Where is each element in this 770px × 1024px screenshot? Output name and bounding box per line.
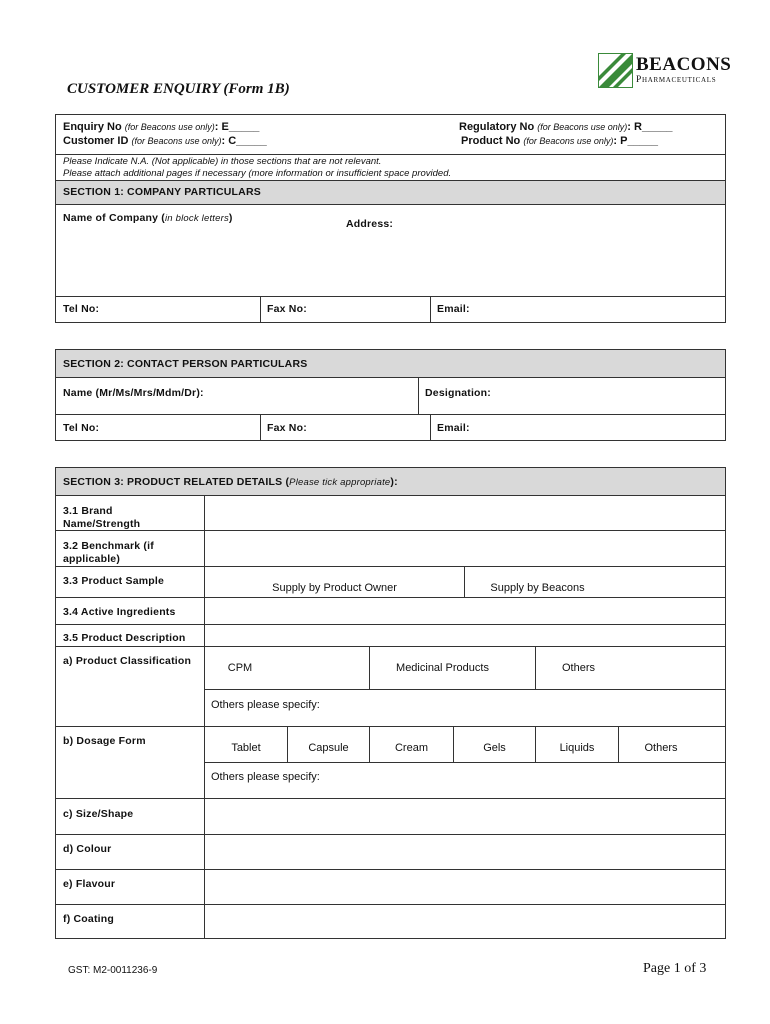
brand-label: 3.1 Brand Name/Strength [63,505,141,530]
size-shape-input[interactable] [205,799,725,834]
sample-option-beacons[interactable]: Supply by Beacons [490,582,585,594]
customer-id-field: Customer ID (for Beacons use only): C_____ [63,135,267,147]
designation-label: Designation: [425,387,491,399]
dosage-option-liquids[interactable]: Liquids [559,742,595,754]
dosage-option-cream[interactable]: Cream [394,742,428,754]
section2-title: SECTION 2: CONTACT PERSON PARTICULARS [63,358,308,370]
colour-input[interactable] [205,835,725,869]
dosage-form-label: b) Dosage Form [63,735,146,747]
brand-input[interactable] [205,496,725,530]
classification-others-specify[interactable]: Others please specify: [211,699,320,711]
active-ingredients-label: 3.4 Active Ingredients [63,606,176,618]
instruction-na: Please Indicate N.A. (Not applicable) in those sections that are not relevant. [63,156,382,167]
colour-label: d) Colour [63,843,112,855]
classification-option-others[interactable]: Others [561,662,595,674]
logo-subtitle: Pharmaceuticals [636,75,717,85]
product-description-label: 3.5 Product Description [63,632,186,644]
address-label: Address: [346,218,394,230]
benchmark-label: 3.2 Benchmark (if applicable) [63,540,154,565]
page-number: Page 1 of 3 [643,961,707,976]
dosage-others-specify[interactable]: Others please specify: [211,771,320,783]
dosage-option-others[interactable]: Others [644,742,678,754]
product-description-input[interactable] [205,625,725,646]
section3-title: SECTION 3: PRODUCT RELATED DETAILS (Please tick appropriate): [63,476,398,488]
s2-fax-label: Fax No: [267,422,307,434]
regulatory-no-field: Regulatory No (for Beacons use only): R_____ [459,121,673,133]
benchmark-input[interactable] [205,531,725,566]
dosage-option-capsule[interactable]: Capsule [308,742,349,754]
dosage-option-gels[interactable]: Gels [483,742,506,754]
coating-input[interactable] [205,905,725,939]
logo-name: BEACONS [636,54,732,75]
instruction-attach: Please attach additional pages if necessary (more information or insufficient space provided. [63,168,452,179]
beacons-logo-icon [598,53,633,88]
gst-number: GST: M2-0011236-9 [68,965,158,976]
sample-option-owner[interactable]: Supply by Product Owner [272,582,397,594]
classification-option-medicinal[interactable]: Medicinal Products [396,662,489,674]
dosage-option-tablet[interactable]: Tablet [231,742,261,754]
section1-title: SECTION 1: COMPANY PARTICULARS [63,186,261,198]
s1-email-label: Email: [437,303,470,315]
product-sample-label: 3.3 Product Sample [63,575,165,587]
flavour-input[interactable] [205,870,725,904]
active-ingredients-input[interactable] [205,598,725,624]
company-address-input-area[interactable] [56,204,725,296]
size-shape-label: c) Size/Shape [63,808,134,820]
contact-name-label: Name (Mr/Ms/Mrs/Mdm/Dr): [63,387,204,399]
s2-tel-label: Tel No: [63,422,100,434]
company-name-label: Name of Company (in block letters) [63,212,233,224]
product-classification-label: a) Product Classification [63,655,192,667]
s1-fax-label: Fax No: [267,303,307,315]
flavour-label: e) Flavour [63,878,116,890]
classification-option-cpm[interactable]: CPM [227,662,253,674]
enquiry-no-field: Enquiry No (for Beacons use only): E_____ [63,121,260,133]
coating-label: f) Coating [63,913,114,925]
s2-email-label: Email: [437,422,470,434]
s1-tel-label: Tel No: [63,303,100,315]
form-title: CUSTOMER ENQUIRY (Form 1B) [67,81,290,97]
product-no-field: Product No (for Beacons use only): P_____ [461,135,659,147]
